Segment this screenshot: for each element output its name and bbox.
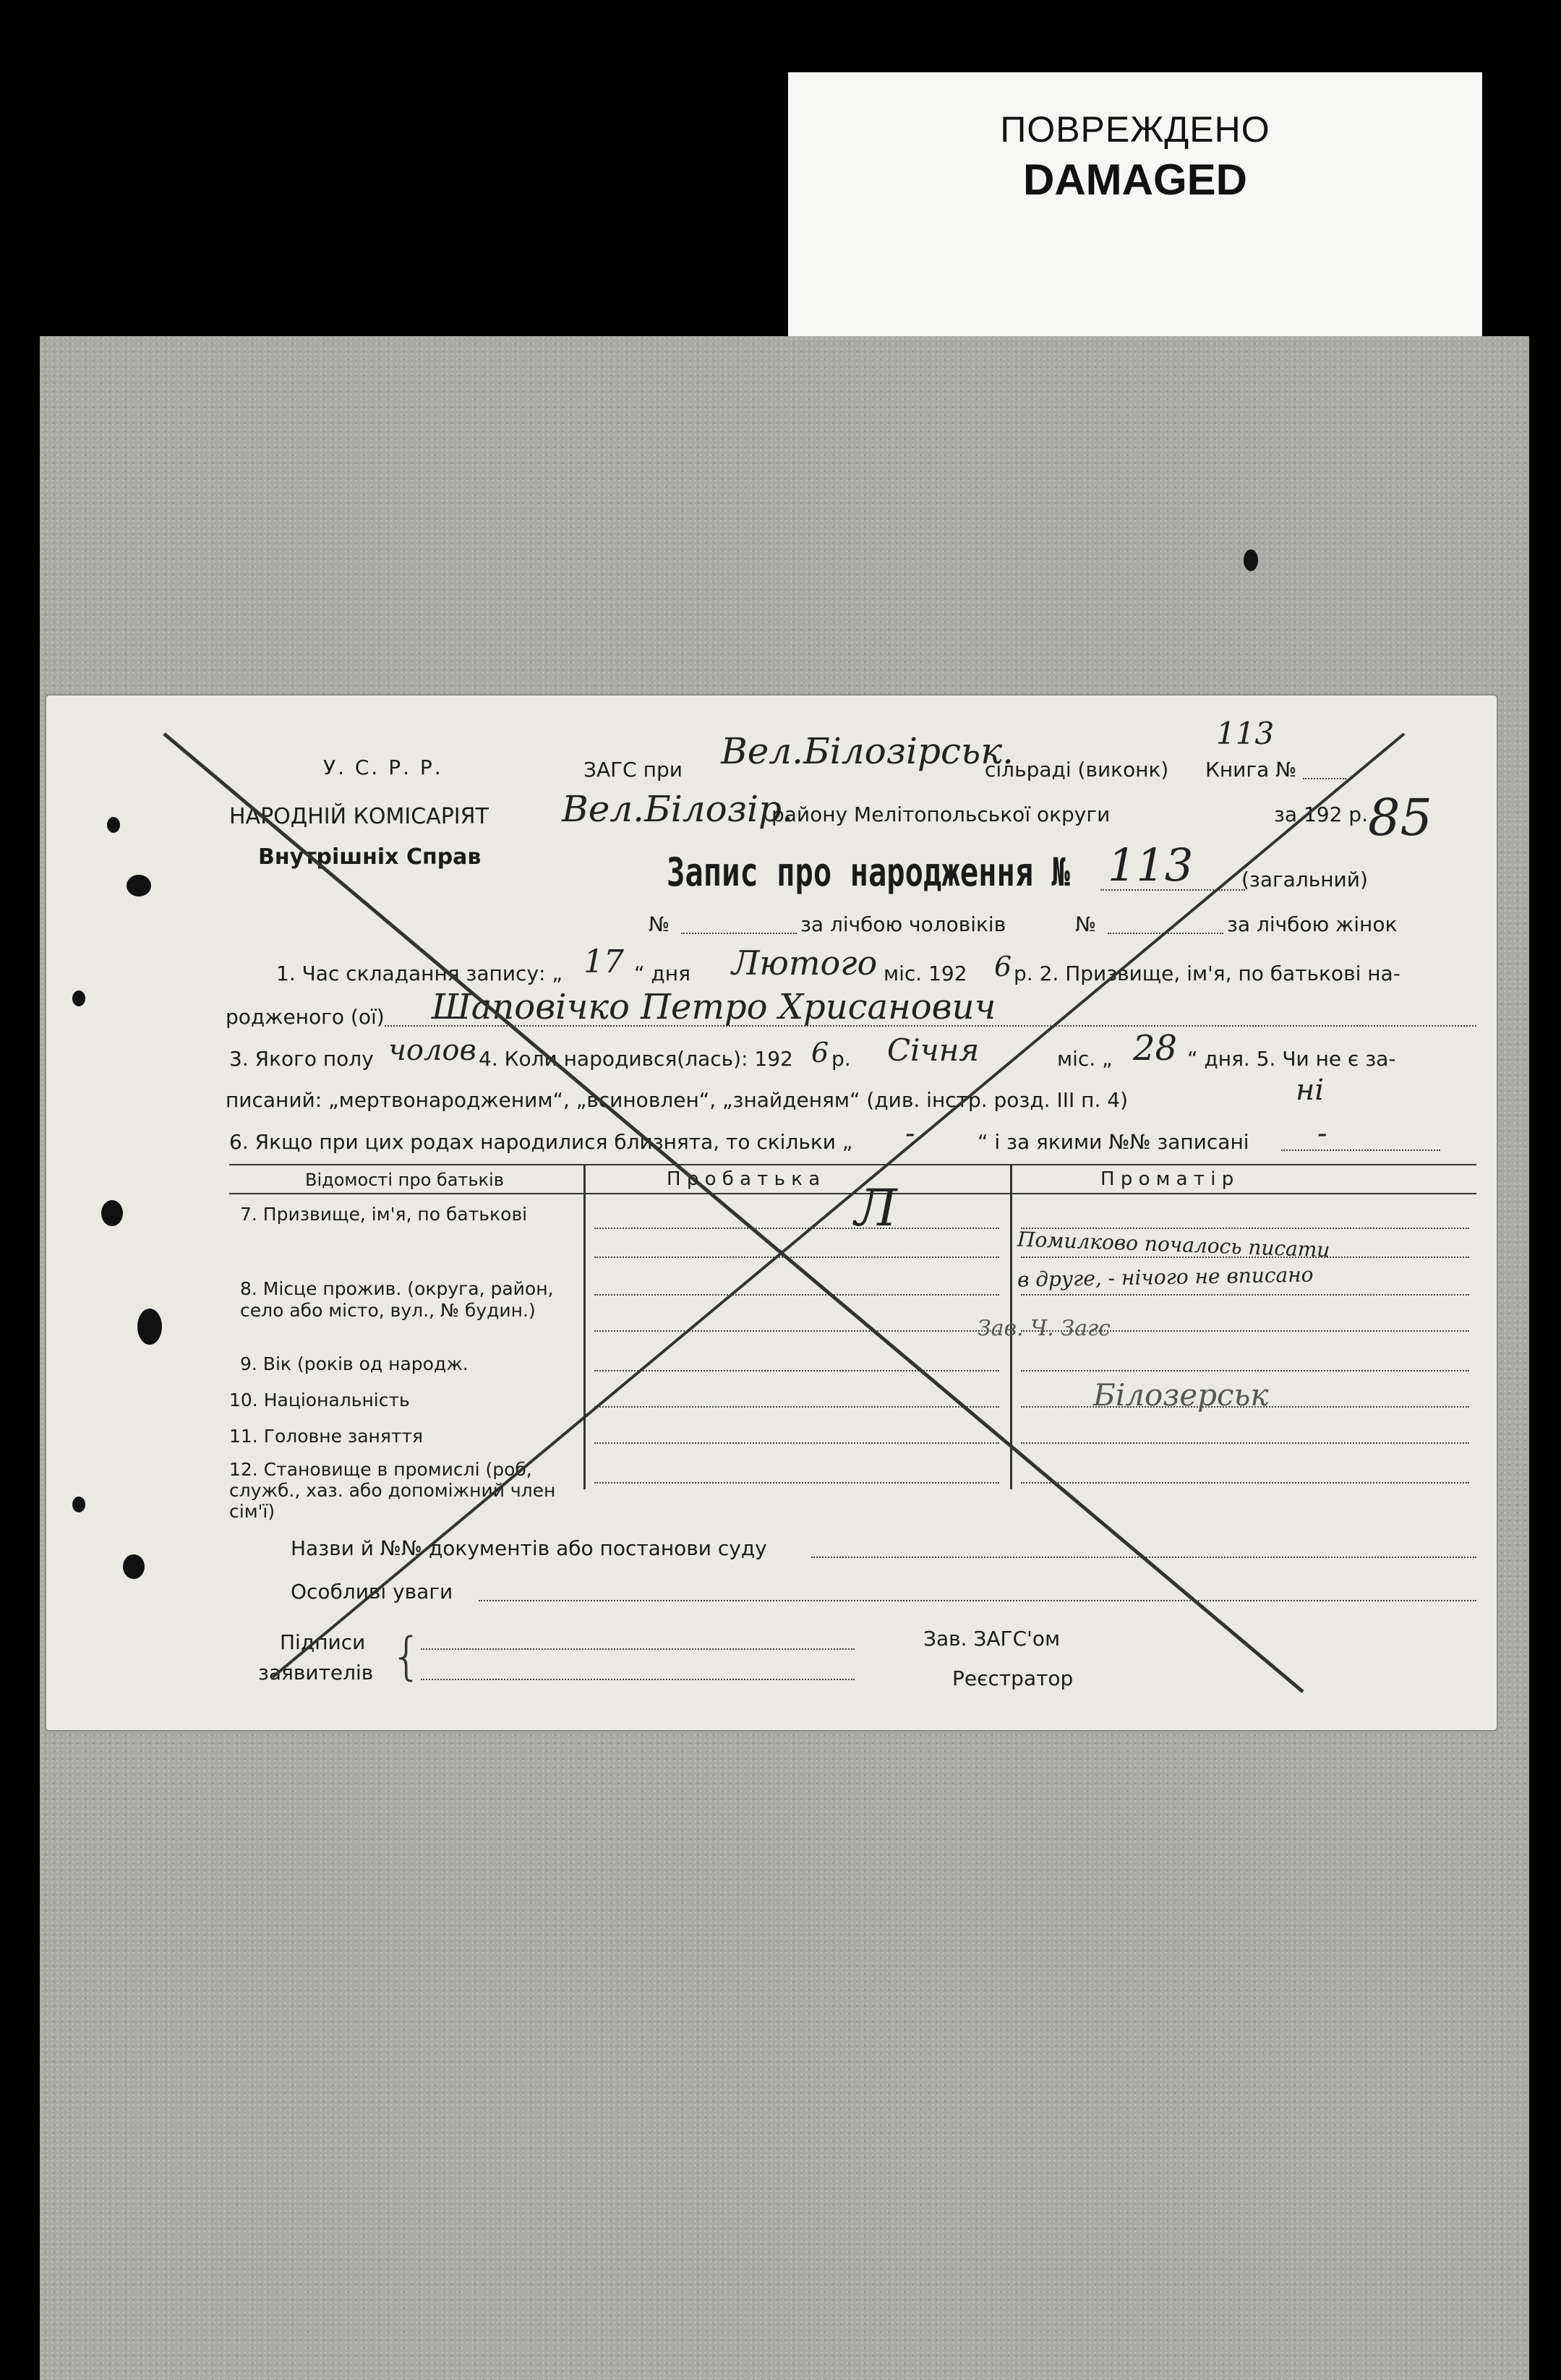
row-label-age: 9. Вік (років од народж. (240, 1353, 469, 1374)
punch-hole (101, 1200, 123, 1226)
women-count-label: за лічбою жінок (1227, 912, 1398, 936)
row-label-name: 7. Призвище, ім'я, по батькові (240, 1204, 528, 1225)
row3-part5: “ дня. 5. Чи не є за- (1187, 1047, 1396, 1071)
men-count-label: за лічбою чоловіків (800, 912, 1006, 936)
zags-head-label: Зав. ЗАГС'ом (923, 1627, 1061, 1651)
rayon-name-handwritten: Вел.Білозір. (562, 788, 793, 830)
official-stamp-1: Зав. Ч. Загс (978, 1316, 1111, 1341)
top-number-handwritten: 113 (1216, 716, 1275, 751)
birth-day-handwritten: 28 (1133, 1028, 1178, 1069)
row1-part3: міс. 192 (884, 962, 967, 985)
row2-part1: родженого (ої) (226, 1005, 385, 1029)
row3-part4: міс. „ (1057, 1047, 1113, 1071)
punch-hole (127, 875, 151, 896)
record-type-label: (загальний) (1241, 868, 1368, 891)
row5-part1: 6. Якщо при цих родах народилися близнята, то скільки „ (229, 1130, 853, 1154)
row4-part1: писаний: „мертвонародженим“, „всиновлен“, „знайденям“ (див. інстр. розд. III п. 4) (226, 1088, 1128, 1112)
punch-hole (72, 1497, 85, 1512)
ussr-label: У. С. Р. Р. (323, 755, 443, 779)
damaged-label-card (788, 72, 1482, 340)
row3-part2: 4. Коли народився(лась): 192 (479, 1047, 793, 1071)
official-signature: Білозерськ (1093, 1377, 1269, 1413)
row1-part1: 1. Час складання запису: „ (276, 962, 563, 985)
mother-note-line2: в друге, - нічого не вписано (1017, 1262, 1314, 1292)
table-header-info: Відомості про батьків (305, 1170, 504, 1190)
book-label: Книга № (1205, 758, 1297, 782)
child-name-handwritten: Шаповічко Петро Хрисанович (432, 987, 996, 1027)
damaged-label-ru: ПОВРЕЖДЕНО (1000, 109, 1270, 150)
women-count-no: № (1075, 912, 1097, 936)
row-label-industry-status: 12. Становище в промислі (роб, служб., хаз. або допоміжний член сім'ї) (229, 1459, 556, 1522)
signatures-brace: { (390, 1627, 423, 1686)
row1-part4: р. 2. Призвище, ім'я, по батькові на- (1014, 962, 1400, 985)
signatures-label-2: заявителів (258, 1661, 374, 1685)
remarks-label: Особливі уваги (291, 1580, 453, 1604)
punch-hole (123, 1554, 145, 1579)
birth-year-digit: 6 (811, 1037, 829, 1069)
row3-part3: р. (831, 1047, 851, 1071)
zags-village-handwritten: Вел.Білозірськ. (721, 730, 1014, 772)
table-header-father: П р о б а т ь к а (667, 1168, 821, 1190)
year-label: за 192 р. (1274, 802, 1368, 826)
cross-out-lines (45, 694, 1498, 1732)
child-sex-handwritten: чолов (388, 1034, 476, 1067)
table-header-mother: П р о м а т і р (1100, 1168, 1234, 1190)
row-label-residence: 8. Місце прожив. (округа, район, село або місто, вул., № будин.) (240, 1278, 554, 1321)
registrar-label: Реєстратор (952, 1666, 1074, 1690)
record-month-handwritten: Лютого (732, 943, 878, 983)
row-label-occupation: 11. Головне заняття (229, 1426, 424, 1447)
father-mark-handwritten: Л (855, 1178, 897, 1238)
punch-hole (72, 990, 85, 1006)
punch-hole (137, 1309, 162, 1345)
commissariat-label: НАРОДНІЙ КОМІСАРІЯТ (229, 804, 489, 829)
damaged-label-en: DAMAGED (1023, 155, 1247, 204)
rayon-suffix: району Мелітопольської округи (771, 802, 1111, 826)
mother-note-line1: Помилково почалось писати (1017, 1227, 1330, 1262)
record-number-handwritten: 113 (1108, 839, 1194, 891)
twins-count-handwritten: - (905, 1117, 915, 1150)
record-day-handwritten: 17 (583, 943, 624, 980)
twins-numbers-handwritten: - (1317, 1117, 1327, 1150)
record-title: Запис про народження № (667, 849, 1070, 895)
birth-month-handwritten: Січня (887, 1032, 980, 1068)
record-year-digit: 6 (994, 951, 1012, 983)
side-number-handwritten: 85 (1368, 788, 1433, 847)
row5-part2: “ і за якими №№ записані (978, 1130, 1249, 1154)
men-count-no: № (649, 912, 670, 936)
birth-record-card (45, 694, 1498, 1732)
stillborn-answer-handwritten: ні (1296, 1074, 1325, 1107)
punch-hole (1244, 549, 1258, 571)
punch-hole (107, 817, 120, 833)
cross-line-2 (273, 734, 1404, 1677)
row1-part2: “ дня (634, 962, 690, 985)
signatures-label-1: Підписи (280, 1630, 366, 1654)
zags-suffix: сільраді (виконк) (985, 758, 1169, 782)
documents-label: Назви й №№ документів або постанови суду (291, 1536, 767, 1560)
row3-part1: 3. Якого полу (229, 1047, 374, 1071)
cross-line-1 (164, 734, 1303, 1692)
zags-prefix: ЗАГС при (583, 758, 683, 782)
row-label-nationality: 10. Національність (229, 1390, 410, 1411)
internal-affairs-label: Внутрішніх Справ (258, 844, 482, 870)
